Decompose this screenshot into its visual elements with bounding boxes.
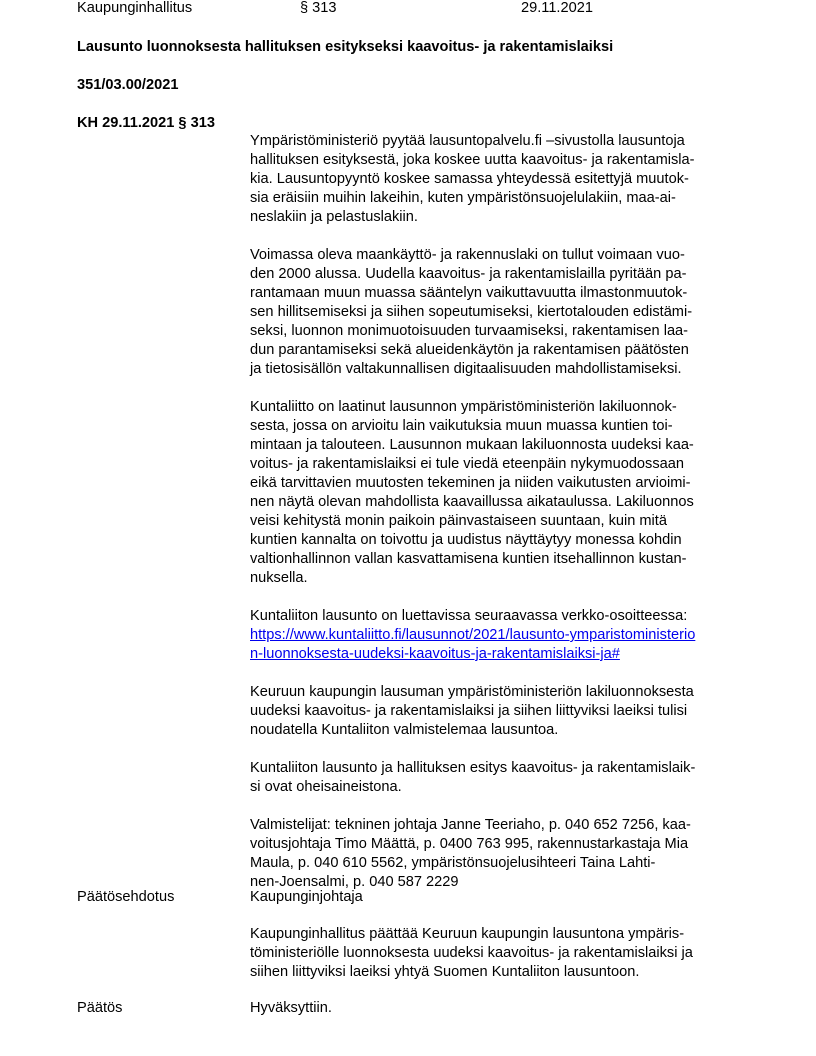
- text-line: neslakiin ja pelastuslakiin.: [250, 209, 418, 225]
- preparation-text: [250, 132, 750, 911]
- text-line: nen-Joensalmi, p. 040 587 2229: [250, 874, 459, 890]
- text-line: Valmistelijat: tekninen johtaja Janne Teeriaho, p. 040 652 7256, kaa-: [250, 817, 691, 833]
- text-line: uudeksi kaavoitus- ja rakentamislaiksi ja siihen liittyviksi laeiksi tulisi: [250, 703, 688, 719]
- paragraph-recommendation: [250, 683, 750, 740]
- header-date: 29.11.2021: [521, 0, 593, 16]
- text-line: voitusjohtaja Timo Määttä, p. 0400 763 995, rakennustarkastaja Mia: [250, 836, 689, 852]
- text-line: hallituksen esityksestä, joka koskee uutta kaavoitus- ja rakentamisla-: [250, 152, 695, 168]
- decision-label: Päätös: [77, 1000, 123, 1016]
- paragraph-background: [250, 246, 750, 379]
- proposal-text: [250, 925, 750, 982]
- text-line: dun parantamiseksi sekä alueidenkäytön ja rakentamisen päätösten: [250, 342, 689, 358]
- text-line: nen näytä olevan mahdollista kaavaillussa aikataulussa. Lakiluonnos: [250, 494, 694, 510]
- document-header: [77, 0, 777, 18]
- paragraph-attachments: [250, 759, 750, 797]
- text-line: den 2000 alussa. Uudella kaavoitus- ja rakentamislailla pyritään pa-: [250, 266, 687, 282]
- text-line: Ympäristöministeriö pyytää lausuntopalvelu.fi –sivustolla lausuntoja: [250, 133, 685, 149]
- text-line: rantamaan muun muassa sääntelyn vaikuttavuutta ilmastonmuutok-: [250, 285, 688, 301]
- paragraph-request: [250, 132, 750, 227]
- text-line: voitus- ja rakentamislaiksi ei tule viedä eteenpäin nykymuodossaan: [250, 456, 684, 472]
- proposal-label: Päätösehdotus: [77, 889, 175, 905]
- text-line: nuksella.: [250, 570, 308, 586]
- proposal-presenter: Kaupunginjohtaja: [250, 889, 363, 905]
- text-line: si ovat oheisaineistona.: [250, 779, 402, 795]
- link-intro: Kuntaliiton lausunto on luettavissa seuraavassa verkko-osoitteessa:: [250, 608, 688, 624]
- text-line: Kuntaliitto on laatinut lausunnon ympäristöministeriön lakiluonnok-: [250, 399, 677, 415]
- text-line: siihen liittyviksi laeiksi yhtyä Suomen Kuntaliiton lausuntoon.: [250, 964, 640, 980]
- paragraph-link: [250, 607, 750, 664]
- kuntaliitto-statement-link[interactable]: https://www.kuntaliitto.fi/lausunnot/2021/lausunto-ymparistoministerio: [250, 627, 696, 643]
- text-line: töministeriölle luonnoksesta uudeksi kaavoitus- ja rakentamislaiksi ja: [250, 945, 693, 961]
- text-line: kuntien kannalta on toivottu ja uudistus näyttäytyy monessa kohdin: [250, 532, 682, 548]
- header-body: Kaupunginhallitus: [77, 0, 193, 16]
- text-line: Keuruun kaupungin lausuman ympäristöministeriön lakiluonnoksesta: [250, 684, 694, 700]
- meeting-reference: KH 29.11.2021 § 313: [77, 115, 215, 131]
- document-title: Lausunto luonnoksesta hallituksen esitykseksi kaavoitus- ja rakentamislaiksi: [77, 39, 614, 55]
- text-line: ja tietosisällön valtakunnallisen digitaalisuuden mahdollistamiseksi.: [250, 361, 682, 377]
- text-line: noudatella Kuntaliiton valmistelemaa lausuntoa.: [250, 722, 559, 738]
- text-line: Maula, p. 040 610 5562, ympäristönsuojelusihteeri Taina Lahti-: [250, 855, 656, 871]
- text-line: eikä tarvittavien muutosten tekeminen ja niiden vaikutusten arvioimi-: [250, 475, 691, 491]
- text-line: Voimassa oleva maankäyttö- ja rakennuslaki on tullut voimaan vuo-: [250, 247, 685, 263]
- text-line: seksi, luonnon monimuotoisuuden turvaamiseksi, rakentamisen laa-: [250, 323, 689, 339]
- text-line: sesta, jossa on arvioitu lain vaikutuksia muun muassa kuntien toi-: [250, 418, 673, 434]
- text-line: mintaan ja talouteen. Lausunnon mukaan lakiluonnosta uudeksi kaa-: [250, 437, 694, 453]
- text-line: veisi kehitystä monin paikoin päinvastaiseen suuntaan, kuin mitä: [250, 513, 667, 529]
- decision-text: Hyväksyttiin.: [250, 1000, 332, 1016]
- header-section: § 313: [300, 0, 337, 16]
- text-line: Kaupunginhallitus päättää Keuruun kaupungin lausuntona ympäris-: [250, 926, 685, 942]
- diary-number: 351/03.00/2021: [77, 77, 179, 93]
- text-line: sia eräisiin muihin lakeihin, kuten ympäristönsuojelulakiin, maa-ai-: [250, 190, 676, 206]
- text-line: Kuntaliiton lausunto ja hallituksen esitys kaavoitus- ja rakentamislaik-: [250, 760, 696, 776]
- kuntaliitto-statement-link[interactable]: n-luonnoksesta-uudeksi-kaavoitus-ja-rakentamislaiksi-ja#: [250, 646, 620, 662]
- text-line: valtionhallinnon vallan kasvattamisena kuntien itsehallinnon kustan-: [250, 551, 687, 567]
- text-line: kia. Lausuntopyyntö koskee samassa yhteydessä esitettyjä muutok-: [250, 171, 689, 187]
- paragraph-preparers: [250, 816, 750, 892]
- paragraph-kuntaliitto: [250, 398, 750, 588]
- text-line: sen hillitsemiseksi ja siihen sopeutumiseksi, kiertotalouden edistämi-: [250, 304, 693, 320]
